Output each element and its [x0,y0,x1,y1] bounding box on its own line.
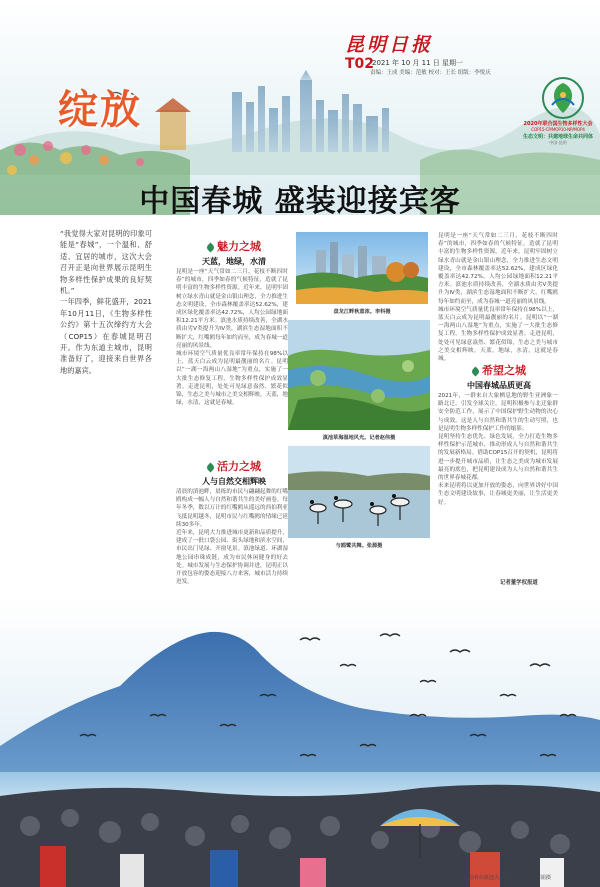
leaf-icon [206,462,216,472]
leaf-icon [471,366,481,376]
issue-date: 2021 年 10 月 11 日 星期一 [372,59,463,67]
hero-title: 绽放 [58,87,142,133]
page-number: T02 [345,56,375,72]
hope-title: 希望之城 [444,362,554,378]
hope-section-heading [444,362,554,391]
vitality-subtitle: 人与自然交相辉映 [202,477,266,486]
newspaper-masthead: 昆明日报 [345,34,434,56]
charm-body: 昆明是一座“天气常如二三月，花枝不断四时春”的城市，四季如春的气候特征，造就了昆明丰富的生物多样性资源。近年来，昆明牢固树立绿水青山就是金山银山理念，全力推进生态文明建设，全市森林覆盖率达52.62%，建成区绿化覆盖率达42.72%，人均公园绿地面积12.21平方米。滇池水质持续改善，全湖水质由劣Ⅴ类提升为Ⅳ类，湖滨生态湿地面积不断扩大，红嘴鸥每年如约而至，成为春城一道亮丽的风景线。 城市环境空气质量优良率常年保持在98%以上，蓝天白云成为昆明最靓丽的名片。昆明以“一湖一海两山八湿地”为重点，实施了一大批生态修复工程，生物多样性保护成效显著。走进昆明，处处可见绿意盎然、繁花似锦，生态之美与城市之美交相辉映。天蓝，地绿，水清，这就是春城。 [176,269,288,407]
page-header [0,0,600,219]
hope-subtitle: 中国春城品质更高 [467,381,531,390]
main-headline: 中国春城 盛装迎接宾客 [139,184,461,219]
photo3-caption: 与鸥鹭共舞。张源摄 [335,543,383,549]
cop15-title: 2020年联合国生物多样性大会 [523,121,593,127]
editor-credits: 责编：王成 美编：范敏 校对：王长 组版：李悦庆 [370,70,491,76]
charm-subtitle: 天蓝，地绿，水清 [202,257,266,266]
hope-body: 2021年，一群来自大象栖息地的野生亚洲象一路北迁，引发全球关注。昆明积极参与北迁象群安全防范工作，展示了中国保护野生动物的决心与成效。这是人与自然和谐共生的生动写照，也是昆明生物多样性保护工作的缩影。 昆明坚持生态优先、绿色发展，全力打造生物多样性保护示范城市，推动形成人与自然和谐共生的发展新格局。借助COP15召开的契机，昆明将进一步提升城市品质，让生态之美成为城市发展最亮的底色，把昆明建设成为人与自然和谐共生的世界春城花都。 未来昆明将以更加开放的姿态，向世界讲好中国生态文明建设故事，让春城更美丽，让生活更美好。 [438,393,558,506]
vitality-section-heading [180,458,288,487]
leaf-icon [206,242,216,252]
photo1-caption: 盘龙江畔秋意浓。李科摄 [333,309,391,315]
bottom-photo-gulls-crowd [0,596,600,887]
cop15-location: 中国·昆明 [549,140,567,145]
vitality-title: 活力之城 [180,458,288,474]
charm-continued-body: 昆明是一座“天气常如二三月，花枝不断四时春”的城市，四季如春的气候特征，造就了昆明丰富的生物多样性资源。近年来，昆明牢固树立绿水青山就是金山银山理念，全力推进生态文明建设，全市森林覆盖率达52.62%，建成区绿化覆盖率达42.72%，人均公园绿地面积12.21平方米。滇池水质持续改善，全湖水质由劣Ⅴ类提升为Ⅳ类，湖滨生态湿地面积不断扩大，红嘴鸥每年如约而至，成为春城一道亮丽的风景线。 城市环境空气质量优良率常年保持在98%以上，蓝天白云成为昆明最靓丽的名片。昆明以“一湖一海两山八湿地”为重点，实施了一大批生态修复工程，生物多样性保护成效显著。走进昆明，处处可见绿意盎然、繁花似锦，生态之美与城市之美交相辉映。天蓝，地绿，水清，这就是春城。 [438,233,558,363]
photo-wetland-aerial [288,320,430,430]
photo2-caption: 滇池草海湿地风光。记者赵伟摄 [322,435,396,441]
charm-section-heading [180,238,288,267]
photo-cranes-lake [288,446,430,538]
cop15-code: COP15-CP/MOP10-NP/MOP4 [531,127,585,132]
cop15-theme: 生态文明：共建地球生命共同体 [522,134,593,140]
vitality-body: 清晨的滇池畔，晨练的市民与翩翩起舞的红嘴鸥构成一幅人与自然和谐共生的美好画卷。每年冬季，数以万计的红嘴鸥从遥远的西伯利亚飞抵昆明越冬，昆明市民与红嘴鸥的情缘已延续30多年。 近年来，昆明大力推进城市更新和品质提升，建成了一批口袋公园、街头绿地和滨水空间，市民出门见绿、开窗见景。滇池绿道、环湖湿地公园串珠成链，成为市民休闲健身的好去处。城市发展与生态保护协调并进，昆明正以开放包容的姿态迎接八方来客，城市活力持续迸发。 [176,489,288,586]
charm-title: 魅力之城 [180,238,288,254]
intro-paragraph: “我觉得大家对昆明的印象可能是“春城”，一个温和、舒适、宜居的城市，这次大会召开正是向世界展示昆明生物多样性保护成果的良好契机。” 一年四季，鲜花盛开，2021年10月11日，《生物多样性公约》第十五次缔约方大会（COP15）在春城昆明召开。作为东道主城市，昆明准备好了，迎接来自世界各地的嘉宾。 [60,229,152,375]
photo-river-autumn [296,232,428,304]
cop15-logo-icon [540,75,586,121]
hope-credit: 记者董学权报道 [500,580,538,586]
bottom-photo-caption: 昆明市滇池大观湖畔。记者李海娟摄 [468,875,552,881]
